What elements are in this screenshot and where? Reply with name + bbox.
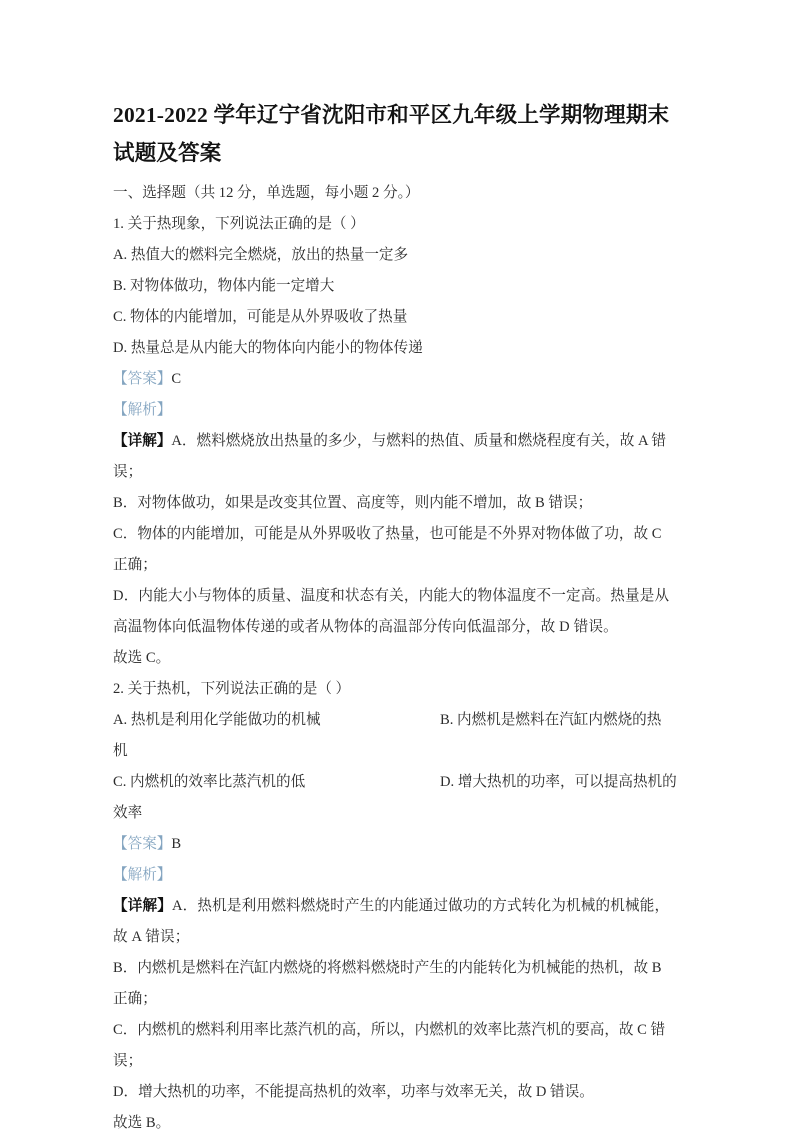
option-d: D. 增大热机的功率，可以提高热机的 [440, 774, 677, 790]
question-block-1 [113, 209, 678, 674]
detail-text: A．燃料燃烧放出热量的多少，与燃料的热值、质量和燃烧程度有关，故 A 错误； [113, 433, 666, 480]
option-a: A. 热值大的燃料完全燃烧，放出的热量一定多 [113, 247, 409, 263]
option-b: B. 对物体做功，物体内能一定增大 [113, 278, 335, 294]
answer-marker: 【答案】 [113, 371, 172, 387]
detail-marker: 【详解】 [113, 898, 172, 914]
analysis-marker: 【解析】 [113, 867, 172, 883]
analysis-marker: 【解析】 [113, 402, 172, 418]
option-row-ab [113, 705, 678, 736]
answer-marker: 【答案】 [113, 836, 172, 852]
conclusion: 故选 C。 [113, 650, 171, 666]
detail-line-c: C．物体的内能增加，可能是从外界吸收了热量，也可能是不外界对物体做了功，故 C 正确； [113, 526, 662, 573]
question-block-2 [113, 674, 678, 1139]
detail-line-a [113, 891, 678, 953]
detail-line-b: B．内燃机是燃料在汽缸内燃烧的将燃料燃烧时产生的内能转化为机械能的热机，故 B 正确； [113, 960, 662, 1007]
option-d-continuation: 效率 [113, 805, 143, 821]
option-c: C. 内燃机的效率比蒸汽机的低 [113, 774, 306, 790]
answer-line [113, 364, 678, 395]
option-b-continuation: 机 [113, 743, 128, 759]
analysis-line [113, 395, 678, 426]
answer-value: B [171, 836, 182, 852]
detail-line-a [113, 426, 678, 488]
detail-text: A．热机是利用燃料燃烧时产生的内能通过做功的方式转化为机械的机械能，故 A 错误； [113, 898, 670, 945]
question-stem: 2. 关于热机，下列说法正确的是（ ） [113, 681, 351, 697]
section-heading: 一、选择题（共 12 分，单选题，每小题 2 分。） [113, 185, 420, 201]
detail-line-b: B．对物体做功，如果是改变其位置、高度等，则内能不增加，故 B 错误； [113, 495, 593, 511]
option-a: A. 热机是利用化学能做功的机械 [113, 712, 321, 728]
detail-line-d: D．增大热机的功率，不能提高热机的效率，功率与效率无关，故 D 错误。 [113, 1084, 594, 1100]
answer-line [113, 829, 678, 860]
detail-marker: 【详解】 [113, 433, 172, 449]
option-d: D. 热量总是从内能大的物体向内能小的物体传递 [113, 340, 423, 356]
option-b: B. 内燃机是燃料在汽缸内燃烧的热 [440, 712, 662, 728]
detail-line-d: D．内能大小与物体的质量、温度和状态有关，内能大的物体温度不一定高。热量是从高温物体向低温物体传递的或者从物体的高温部分传向低温部分，故 D 错误。 [113, 588, 670, 635]
page-title: 2021-2022 学年辽宁省沈阳市和平区九年级上学期物理期末试题及答案 [113, 103, 670, 165]
analysis-line [113, 860, 678, 891]
detail-line-c: C．内燃机的燃料利用率比蒸汽机的高，所以，内燃机的效率比蒸汽机的要高，故 C 错误； [113, 1022, 666, 1069]
question-stem: 1. 关于热现象，下列说法正确的是（ ） [113, 216, 365, 232]
conclusion: 故选 B。 [113, 1115, 171, 1131]
option-c: C. 物体的内能增加，可能是从外界吸收了热量 [113, 309, 408, 325]
answer-value: C [171, 371, 182, 387]
document-content [113, 96, 678, 1139]
option-row-cd [113, 767, 678, 798]
